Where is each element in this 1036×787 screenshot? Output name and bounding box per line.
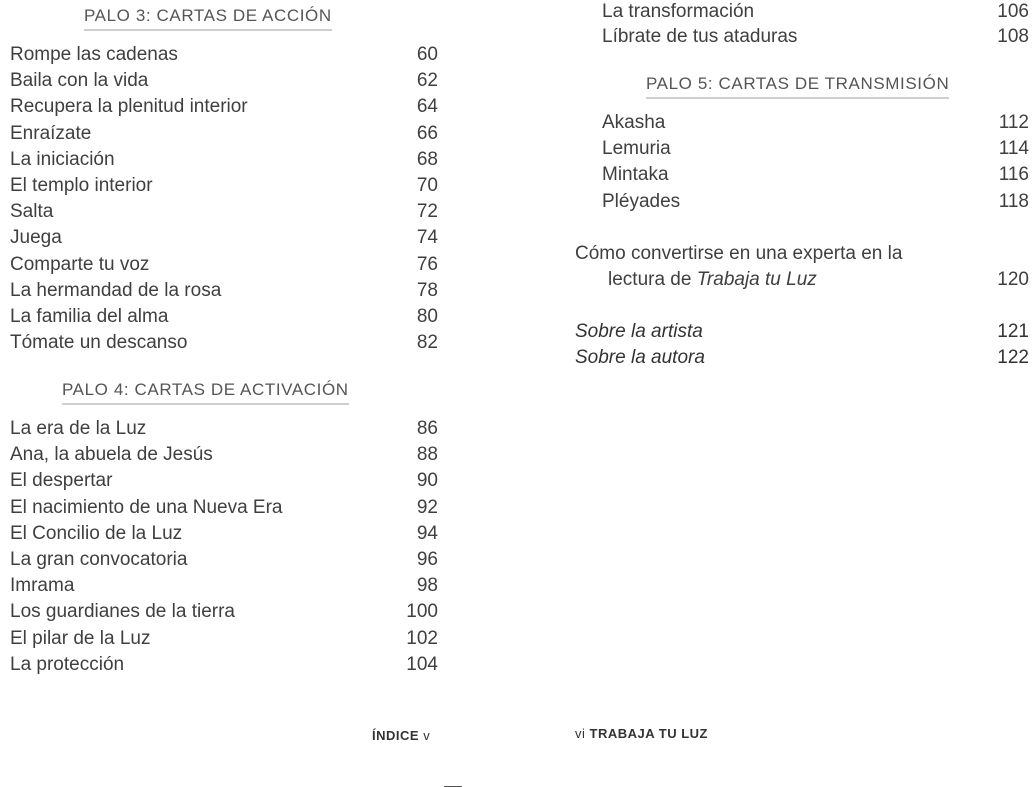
toc-entry-title: Comparte tu voz bbox=[10, 253, 150, 275]
toc-entry-page-number: 74 bbox=[416, 227, 438, 249]
toc-entry-page-number: 108 bbox=[997, 26, 1029, 47]
toc-entry[interactable] bbox=[602, 0, 1029, 25]
guide-entry-line1: Cómo convertirse en una experta en la bbox=[575, 243, 903, 264]
toc-entry-page-number: 78 bbox=[416, 279, 438, 301]
toc-entry-page-number: 122 bbox=[997, 347, 1029, 369]
guide-entry-page-number: 120 bbox=[997, 269, 1029, 290]
toc-entry-page-number: 98 bbox=[416, 575, 438, 597]
toc-entry-page-number: 62 bbox=[416, 70, 438, 92]
toc-entry-page-number: 90 bbox=[416, 470, 438, 492]
toc-entry-page-number: 118 bbox=[998, 190, 1029, 212]
toc-entry-page-number: 86 bbox=[416, 418, 438, 439]
toc-entry[interactable] bbox=[10, 599, 438, 625]
toc-entry-page-number: 116 bbox=[998, 164, 1029, 186]
toc-entry-title: Akasha bbox=[602, 112, 666, 133]
toc-entry-page-number: 72 bbox=[416, 201, 438, 223]
right-footer-folio: vi bbox=[575, 726, 586, 741]
toc-entry-title: La gran convocatoria bbox=[10, 549, 188, 570]
toc-entry[interactable] bbox=[10, 68, 438, 94]
toc-entry-page-number: 70 bbox=[416, 175, 438, 196]
toc-entry[interactable] bbox=[10, 521, 438, 547]
toc-entry[interactable] bbox=[10, 573, 438, 599]
toc-entry-page-number: 102 bbox=[406, 627, 438, 649]
toc-entry[interactable] bbox=[575, 319, 1029, 345]
toc-entry[interactable] bbox=[10, 173, 438, 199]
toc-entry-title: Enraízate bbox=[10, 122, 92, 144]
toc-entry[interactable] bbox=[10, 94, 438, 120]
toc-entry[interactable] bbox=[10, 225, 438, 251]
toc-entry-page-number: 80 bbox=[416, 306, 438, 327]
toc-entry-page-number: 96 bbox=[416, 549, 438, 570]
right-page-footer bbox=[575, 726, 708, 741]
toc-entry[interactable] bbox=[10, 252, 438, 278]
toc-entry-title: Ana, la abuela de Jesús bbox=[10, 444, 213, 466]
toc-entry-page-number: 88 bbox=[416, 444, 438, 466]
suit5-heading: PALO 5: CARTAS DE TRANSMISIÓN bbox=[646, 74, 949, 99]
toc-entry-title: La era de la Luz bbox=[10, 418, 147, 439]
toc-entry-title: La familia del alma bbox=[10, 306, 169, 327]
toc-entry-title: El templo interior bbox=[10, 175, 153, 196]
toc-entry-page-number: 106 bbox=[997, 1, 1029, 22]
toc-entry-title: Tómate un descanso bbox=[10, 332, 188, 354]
toc-entry-title: Mintaka bbox=[602, 164, 669, 186]
right-footer-label: TRABAJA TU LUZ bbox=[589, 726, 708, 741]
toc-entry-title: El despertar bbox=[10, 470, 113, 492]
toc-entry-page-number: 66 bbox=[416, 122, 438, 144]
toc-entry-title: La iniciación bbox=[10, 148, 115, 170]
toc-entry-page-number: 76 bbox=[416, 253, 438, 275]
toc-entry-title: Rompe las cadenas bbox=[10, 44, 178, 65]
toc-entry[interactable] bbox=[10, 416, 438, 442]
toc-entry-title: El nacimiento de una Nueva Era bbox=[10, 496, 283, 518]
toc-entry-title: Salta bbox=[10, 201, 54, 223]
toc-entry-title: Líbrate de tus ataduras bbox=[602, 26, 798, 47]
guide-entry-title: lectura de Trabaja tu Luz bbox=[608, 269, 817, 290]
toc-entry[interactable] bbox=[602, 24, 1029, 50]
toc-entry[interactable] bbox=[10, 304, 438, 330]
toc-entry-title: Sobre la artista bbox=[575, 321, 703, 342]
toc-entry-page-number: 64 bbox=[416, 96, 438, 118]
toc-entry[interactable] bbox=[575, 345, 1029, 371]
toc-entry[interactable] bbox=[602, 189, 1029, 215]
toc-entry-title: Imrama bbox=[10, 575, 75, 597]
toc-entry[interactable] bbox=[10, 199, 438, 225]
toc-entry[interactable] bbox=[602, 162, 1029, 188]
toc-entry-title: El Concilio de la Luz bbox=[10, 522, 183, 544]
toc-entry-title: Pléyades bbox=[602, 190, 681, 212]
toc-entry[interactable] bbox=[10, 330, 438, 356]
toc-entry-page-number: 92 bbox=[416, 496, 438, 518]
toc-entry[interactable] bbox=[10, 121, 438, 147]
toc-entry-page-number: 112 bbox=[998, 112, 1029, 133]
toc-entry-page-number: 104 bbox=[406, 653, 438, 675]
toc-entry[interactable] bbox=[10, 42, 438, 68]
toc-entry-title: Sobre la autora bbox=[575, 347, 705, 369]
left-page-footer bbox=[372, 728, 430, 743]
suit4-heading: PALO 4: CARTAS DE ACTIVACIÓN bbox=[62, 380, 349, 405]
left-footer-folio: v bbox=[423, 728, 431, 743]
toc-entry-title: El pilar de la Luz bbox=[10, 627, 151, 649]
toc-entry[interactable] bbox=[10, 442, 438, 468]
toc-entry[interactable] bbox=[10, 547, 438, 573]
toc-entry-page-number: 94 bbox=[416, 522, 438, 544]
toc-entry-title: Baila con la vida bbox=[10, 70, 149, 92]
toc-entry-page-number: 60 bbox=[416, 44, 438, 65]
toc-entry-page-number: 100 bbox=[406, 601, 438, 623]
toc-entry[interactable] bbox=[10, 278, 438, 304]
toc-entry-page-number: 114 bbox=[998, 138, 1029, 160]
toc-entry[interactable] bbox=[10, 468, 438, 494]
toc-entry-title: La protección bbox=[10, 653, 125, 675]
toc-entry[interactable] bbox=[10, 147, 438, 173]
toc-entry[interactable] bbox=[10, 495, 438, 521]
toc-entry[interactable] bbox=[10, 626, 438, 652]
toc-entry-page-number: 68 bbox=[416, 148, 438, 170]
toc-entry-title: Recupera la plenitud interior bbox=[10, 96, 248, 118]
toc-entry-title: Los guardianes de la tierra bbox=[10, 601, 235, 623]
guide-entry-line2[interactable] bbox=[608, 267, 1029, 293]
toc-entry-title: La hermandad de la rosa bbox=[10, 279, 222, 301]
toc-entry-title: Juega bbox=[10, 227, 62, 249]
toc-entry-title: Lemuria bbox=[602, 138, 671, 160]
suit3-heading: PALO 3: CARTAS DE ACCIÓN bbox=[84, 6, 332, 31]
toc-entry-page-number: 82 bbox=[416, 332, 438, 354]
toc-entry[interactable] bbox=[602, 110, 1029, 136]
toc-entry-title: La transformación bbox=[602, 1, 755, 22]
toc-entry[interactable] bbox=[602, 136, 1029, 162]
left-footer-label: ÍNDICE bbox=[372, 728, 420, 743]
toc-entry[interactable] bbox=[10, 652, 438, 678]
toc-entry-page-number: 121 bbox=[997, 321, 1029, 342]
